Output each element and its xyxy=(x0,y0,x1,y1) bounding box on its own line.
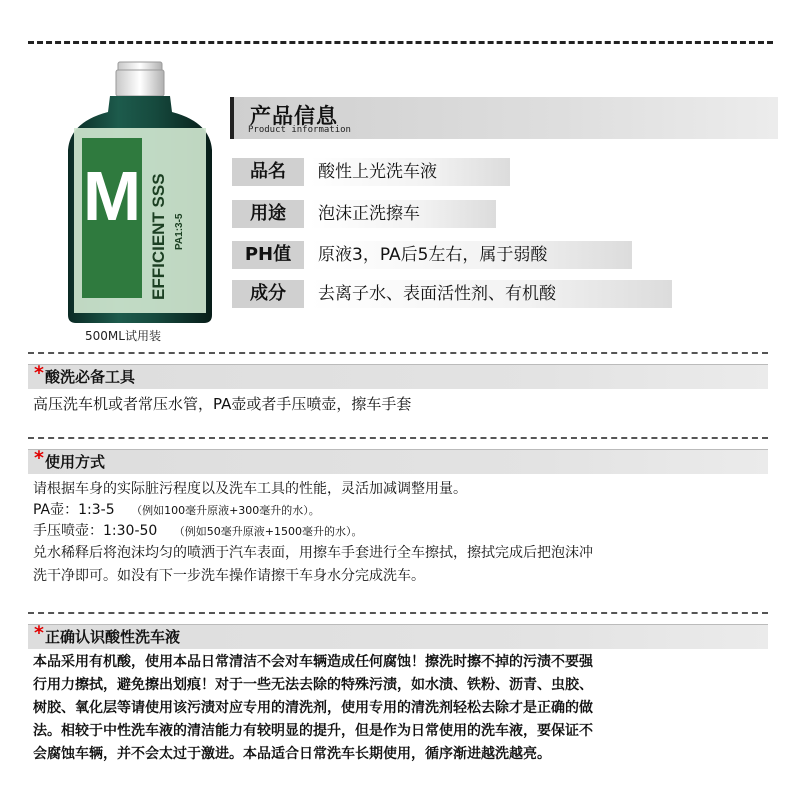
usage-sprayer-note: （例如50毫升原液+1500毫升的水）。 xyxy=(173,525,363,538)
info-value: 原液3，PA后5左右，属于弱酸 xyxy=(310,241,632,269)
bottle-label-big-letter: M xyxy=(82,157,142,235)
acid-info-line: 本品采用有机酸，使用本品日常清洁不会对车辆造成任何腐蚀！擦洗时擦不掉的污渍不要强 xyxy=(33,654,593,670)
section-dashed-divider xyxy=(28,352,768,354)
product-info-subtitle: Product information xyxy=(248,125,351,135)
info-key: 用途 xyxy=(232,200,304,228)
usage-line-4: 兑水稀释后将泡沫均匀的喷洒于汽车表面，用擦车手套进行全车擦拭，擦拭完成后把泡沫冲 xyxy=(33,545,593,561)
usage-pa-note: （例如100毫升原液+300毫升的水）。 xyxy=(131,504,320,517)
section-dashed-divider xyxy=(28,437,768,439)
section-title: 正确认识酸性洗车液 xyxy=(45,628,181,646)
acid-info-line: 法。相较于中性洗车液的清洁能力有较明显的提升，但是作为日常使用的洗车液，要保证不 xyxy=(33,723,593,739)
info-value: 酸性上光洗车液 xyxy=(310,158,510,186)
usage-line-1: 请根据车身的实际脏污程度以及洗车工具的性能，灵活加减调整用量。 xyxy=(33,481,467,497)
usage-pa-ratio: PA壶：1:3-5 xyxy=(33,502,115,518)
bottle-label-sub: PA1:3-5 xyxy=(174,213,185,250)
section-header-tools xyxy=(28,364,768,389)
info-key: 品名 xyxy=(232,158,304,186)
section-title: 使用方式 xyxy=(45,453,106,471)
usage-sprayer-ratio: 手压喷壶：1:30-50 xyxy=(33,523,158,539)
usage-line-pa xyxy=(33,500,773,521)
top-dashed-divider xyxy=(28,41,773,44)
product-info-header xyxy=(230,97,778,139)
product-info-title: 产品信息 xyxy=(250,104,338,128)
bottle-label-text: EFFICIENT SSS xyxy=(149,173,168,300)
section-dashed-divider xyxy=(28,612,768,614)
usage-line-sprayer xyxy=(33,521,773,542)
usage-line-5: 洗干净即可。如没有下一步洗车操作请擦干车身水分完成洗车。 xyxy=(33,568,425,584)
section-header-acid-info xyxy=(28,624,768,649)
info-key: 成分 xyxy=(232,280,304,308)
section-text: 高压洗车机或者常压水管，PA壶或者手压喷壶，擦车手套 xyxy=(33,395,412,413)
info-key: PH值 xyxy=(232,241,304,269)
star-icon: * xyxy=(34,622,44,644)
star-icon: * xyxy=(34,447,44,469)
section-header-usage xyxy=(28,449,768,474)
product-bottle-image xyxy=(60,60,220,325)
info-value: 去离子水、表面活性剂、有机酸 xyxy=(310,280,672,308)
acid-info-line: 行用力擦拭，避免擦出划痕！对于一些无法去除的特殊污渍，如水渍、铁粉、沥青、虫胶、 xyxy=(33,677,593,693)
section-title: 酸洗必备工具 xyxy=(45,368,136,386)
bottle-caption: 500ML试用装 xyxy=(85,329,161,343)
acid-info-line: 树胶、氧化层等请使用该污渍对应专用的清洗剂，使用专用的清洗剂轻松去除才是正确的做 xyxy=(33,700,593,716)
acid-info-line: 会腐蚀车辆，并不会太过于激进。本品适合日常洗车长期使用，循序渐进越洗越亮。 xyxy=(33,746,551,762)
star-icon: * xyxy=(34,362,44,384)
info-value: 泡沫正洗擦车 xyxy=(310,200,496,228)
